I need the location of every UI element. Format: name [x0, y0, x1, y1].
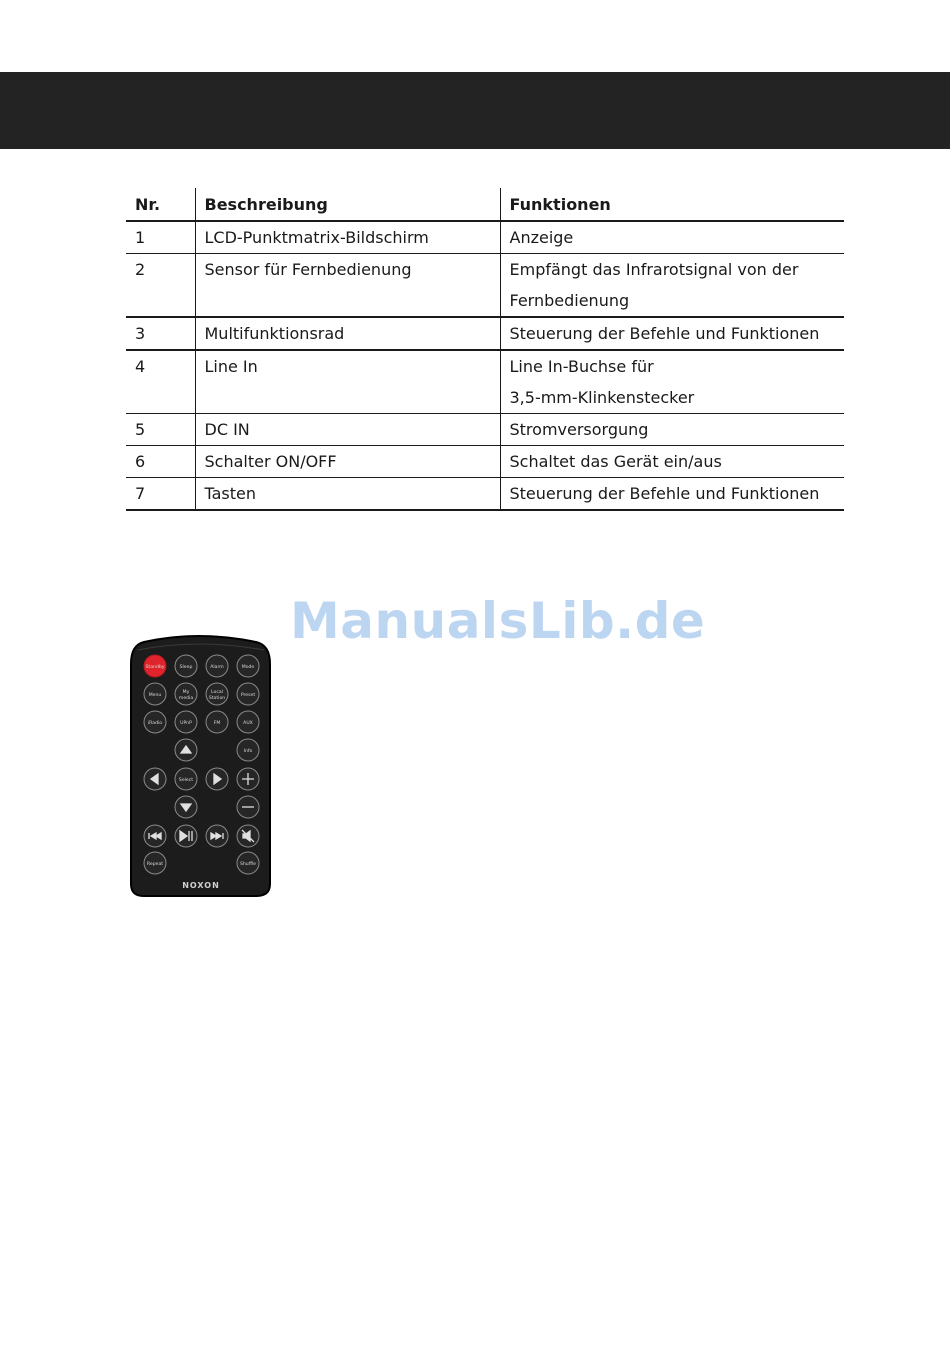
shuffle-button-label: Shuffle: [239, 862, 257, 867]
aux-button-label: AUX: [243, 721, 253, 726]
my-media-button-label: media: [178, 696, 194, 701]
down-button: [175, 796, 197, 818]
row-nr: 5: [135, 420, 146, 439]
aux-button: [237, 711, 259, 733]
row-function: [500, 317, 844, 350]
preset-button-label: Preset: [240, 693, 256, 698]
table-row: [126, 350, 844, 414]
row-nr: 3: [135, 324, 146, 343]
row-function-line: 3,5-mm-Klinkenstecker: [509, 388, 695, 407]
row-function-line: Line In-Buchse für: [509, 357, 654, 376]
up-button: [175, 739, 197, 761]
iradio-button: [144, 711, 166, 733]
local-station-button-label: Local: [211, 690, 223, 695]
right-button: [206, 768, 228, 790]
upnp-button-label: UPnP: [180, 721, 192, 726]
menu-button: [144, 683, 166, 705]
row-nr: 6: [135, 452, 146, 471]
vol-up-button: [237, 768, 259, 790]
repeat-button: [144, 852, 166, 874]
fm-button-label: FM: [213, 721, 221, 726]
row-nr: 1: [135, 228, 146, 247]
my-media-button-label: My: [182, 690, 190, 695]
row-function-line: Empfängt das Infrarotsignal von der: [509, 260, 799, 279]
row-description: Sensor für Fernbedienung: [195, 254, 500, 318]
table-row: [126, 478, 844, 511]
header-functions: Funktionen: [500, 188, 844, 221]
play-pause-button: [175, 825, 197, 847]
mode-button-label: Mode: [241, 665, 255, 670]
header-band: [0, 72, 950, 149]
row-function: [500, 446, 844, 478]
info-button-label: Info: [243, 749, 253, 754]
next-button: [206, 825, 228, 847]
row-function-line: Steuerung der Befehle und Funktionen: [509, 324, 820, 343]
alarm-button: [206, 655, 228, 677]
left-button: [144, 768, 166, 790]
standby-button: [144, 655, 166, 677]
row-description: Schalter ON/OFF: [195, 446, 500, 478]
row-function-line: Stromversorgung: [509, 420, 649, 439]
row-description: Line In: [195, 350, 500, 414]
alarm-button-label: Alarm: [210, 665, 224, 670]
table-row: [126, 446, 844, 478]
sleep-button-label: Sleep: [179, 665, 193, 670]
local-station-button-label: Station: [208, 696, 226, 701]
table-header-row: [126, 188, 844, 221]
row-nr: 7: [135, 484, 146, 503]
row-function: [500, 414, 844, 446]
sleep-button: [175, 655, 197, 677]
vol-down-button: [237, 796, 259, 818]
components-table: [126, 188, 844, 511]
row-description: DC IN: [195, 414, 500, 446]
row-description: Tasten: [195, 478, 500, 511]
row-function-line: Schaltet das Gerät ein/aus: [509, 452, 722, 471]
table-row: [126, 414, 844, 446]
upnp-button: [175, 711, 197, 733]
standby-button-label: Standby: [145, 665, 165, 670]
fm-button: [206, 711, 228, 733]
preset-button: [237, 683, 259, 705]
row-function: [500, 254, 844, 318]
table-row: [126, 221, 844, 254]
brand-logo: NOXON: [182, 881, 220, 890]
row-function-line: Fernbedienung: [509, 291, 630, 310]
header-nr: Nr.: [135, 195, 161, 214]
shuffle-button: [237, 852, 259, 874]
remote-control-image: [128, 634, 274, 898]
row-nr: 2: [135, 260, 146, 279]
row-function: [500, 350, 844, 414]
my-media-button: [175, 683, 197, 705]
remote-control-drawing: [128, 634, 274, 898]
local-station-button: [206, 683, 228, 705]
row-description: Multifunktionsrad: [195, 317, 500, 350]
row-function: [500, 221, 844, 254]
repeat-button-label: Repeat: [146, 862, 164, 867]
iradio-button-label: iRadio: [147, 721, 163, 726]
prev-button: [144, 825, 166, 847]
info-button: [237, 739, 259, 761]
select-button: [175, 768, 197, 790]
row-function: [500, 478, 844, 511]
header-description: Beschreibung: [195, 188, 500, 221]
table-row: [126, 317, 844, 350]
row-function-line: Anzeige: [509, 228, 574, 247]
row-nr: 4: [135, 357, 146, 376]
table-row: [126, 254, 844, 318]
row-function-line: Steuerung der Befehle und Funktionen: [509, 484, 820, 503]
select-button-label: Select: [178, 778, 194, 783]
watermark: ManualsLib.de: [290, 592, 706, 650]
mode-button: [237, 655, 259, 677]
row-description: LCD-Punktmatrix-Bildschirm: [195, 221, 500, 254]
menu-button-label: Menu: [148, 693, 162, 698]
mute-button: [237, 825, 259, 847]
